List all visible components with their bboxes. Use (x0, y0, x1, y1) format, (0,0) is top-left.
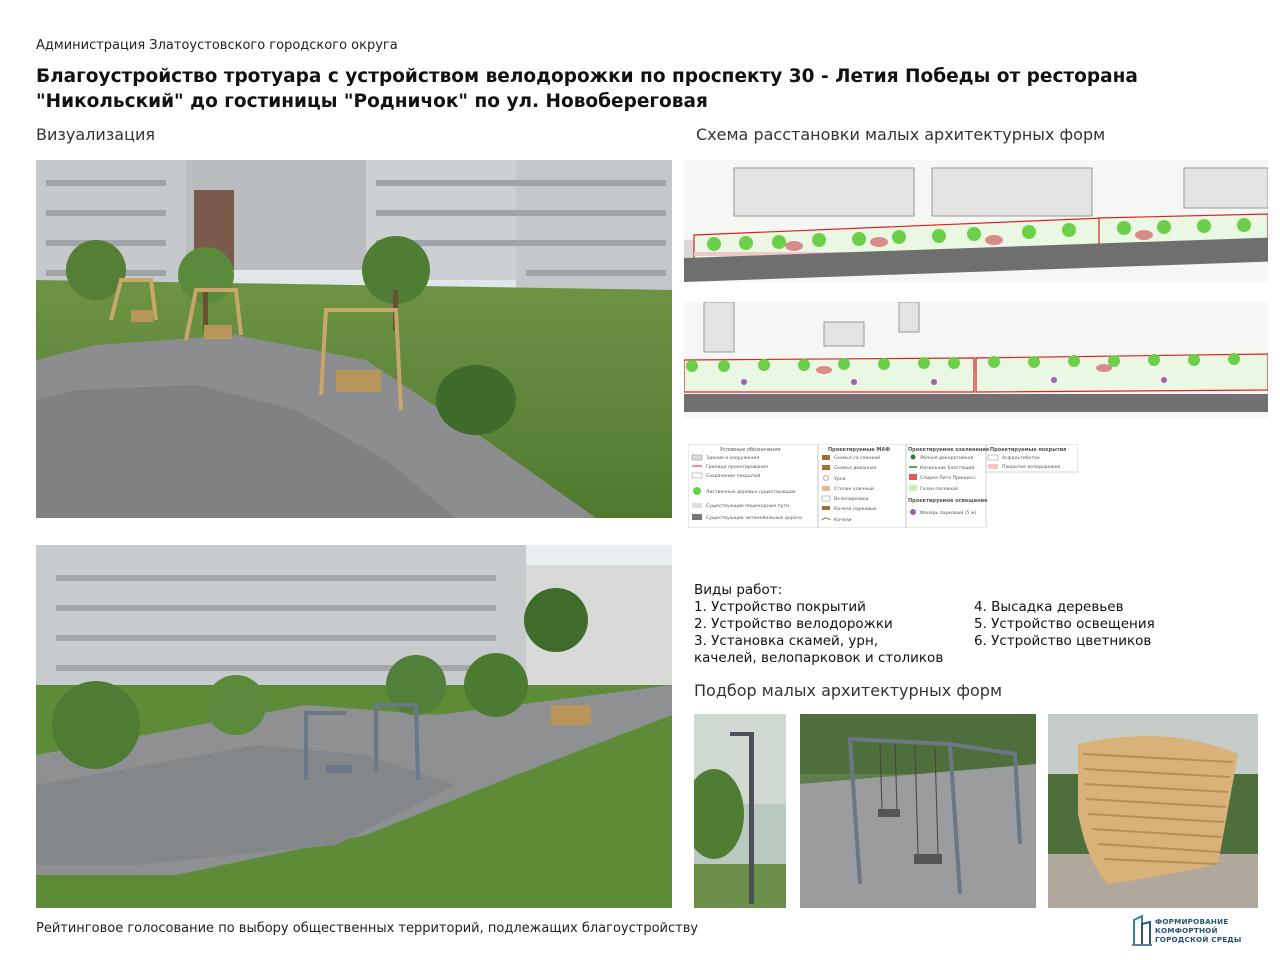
legend-item: Скамья диванная (834, 466, 877, 471)
legend-item: Граница проектирования (706, 465, 768, 470)
legend-item: Асфальтобетон (1002, 456, 1040, 461)
works-item: 4. Высадка деревьев (974, 599, 1124, 615)
legend-item: Кизильник блестящий (920, 466, 975, 471)
administration-name: Администрация Златоустовского городского округа (36, 38, 398, 53)
photo-street-lamp (694, 714, 786, 908)
visualization-render-swings (36, 160, 672, 518)
legend-item: Фонарь парковый (5 м) (920, 511, 977, 516)
legend-item: Велопарковка (834, 497, 869, 502)
page-title-line1: Благоустройство тротуара с устройством велодорожки по проспекту 30 - Летия Победы от ресторана (36, 66, 1138, 87)
legend-item: Существующие автомобильные дороги (706, 516, 802, 521)
scheme-label: Схема расстановки малых архитектурных форм (696, 125, 1106, 144)
legend-col2-title: Проектируемые МАФ (828, 447, 891, 453)
works-heading: Виды работ: (694, 582, 783, 598)
logo-line2: КОМФОРТНОЙ (1155, 926, 1218, 935)
visualization-render-path (36, 545, 672, 908)
works-list-left (694, 582, 943, 667)
visualization-label: Визуализация (36, 125, 156, 144)
logo-building-icon (1130, 912, 1154, 948)
logo-line1: ФОРМИРОВАНИЕ (1155, 917, 1229, 926)
site-plan-scheme-2 (684, 302, 1268, 418)
page-title (36, 64, 1236, 114)
legend-item: Яблоня декоративная (920, 456, 974, 461)
legend-col3-title: Проектируемое озеленение (908, 447, 990, 453)
legend-col1-title: Условные обозначения (720, 447, 781, 453)
works-item: 6. Устройство цветников (974, 633, 1152, 649)
selection-label: Подбор малых архитектурных форм (694, 681, 1003, 700)
footer-text: Рейтинговое голосование по выбору общественных территорий, подлежащих благоустройству (36, 921, 699, 936)
works-item: качелей, велопарковок и столиков (694, 650, 944, 666)
legend-item: Качели парковые (834, 507, 877, 512)
works-item: 5. Устройство освещения (974, 616, 1155, 632)
legend-lighting-title: Проектируемое освещение (908, 498, 988, 504)
comfortable-urban-environment-logo (1128, 908, 1248, 952)
works-item: 1. Устройство покрытий (694, 599, 866, 615)
legend-item: Существующие пешеходные пути (706, 504, 790, 509)
photo-metal-swings (800, 714, 1036, 908)
legend-table (688, 444, 1078, 528)
legend-item: Газон посевной (920, 487, 959, 492)
legend-item: Столик уличный (834, 487, 874, 492)
works-item: 3. Установка скамей, урн, (694, 633, 879, 649)
legend-item: Сохранение покрытий (706, 474, 761, 479)
photo-wooden-bench (1048, 714, 1258, 908)
works-list-right (974, 599, 1155, 650)
legend-item: Качели (834, 518, 852, 523)
legend-item: Урна (834, 477, 846, 482)
page-title-line2: "Никольский" до гостиницы "Родничок" по ул. Новобереговая (36, 91, 708, 112)
legend-item: Скамья со спинкой (834, 456, 881, 461)
legend-item: Здания и сооружения (706, 456, 760, 461)
legend-item: Покрытие велодорожки (1002, 465, 1061, 470)
legend-col4-title: Проектируемые покрытия (990, 447, 1067, 453)
legend-item: Лиственные деревья существующие (706, 490, 796, 495)
legend-item: Спирея Литл Принцесс (920, 476, 977, 481)
site-plan-scheme-1 (684, 160, 1268, 282)
works-item: 2. Устройство велодорожки (694, 616, 893, 632)
logo-line3: ГОРОДСКОЙ СРЕДЫ (1155, 935, 1242, 944)
